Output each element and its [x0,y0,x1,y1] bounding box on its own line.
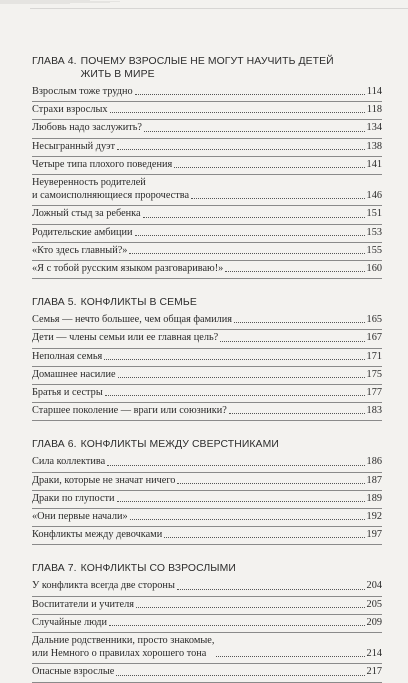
dot-leader [135,235,365,236]
chapter-title-line: КОНФЛИКТЫ СО ВЗРОСЛЫМИ [80,563,236,575]
dot-leader [130,519,365,520]
dot-leader [164,537,364,538]
chapter-number: ГЛАВА 4. [32,56,77,67]
toc-entry [32,120,382,138]
toc-entry [32,139,382,157]
dot-leader [110,112,365,113]
toc-entry-title: Семья — нечто большее, чем общая фамилия [32,314,233,326]
toc-entry-title: Четыре типа плохого поведения [32,158,173,170]
toc-entry [32,385,382,403]
toc-entry-title: Братья и сестры [32,387,103,399]
toc-entry [32,664,382,682]
bleed-through-line [0,3,70,4]
chapter-title [81,296,382,309]
chapter-title-line: ЖИТЬ В МИРЕ [80,69,155,80]
toc-entry-title: Драки по глупости [32,492,115,504]
toc-entry [32,243,382,261]
toc-entry [32,175,382,206]
dot-leader [143,217,365,218]
toc-entry-title: Сила коллектива [32,456,106,468]
toc-entry-title: Ложный стыд за ребенка [32,208,141,220]
toc-entry [32,597,382,615]
toc-entry-title: Воспитатели и учителя [32,598,134,610]
toc-entry-title: «Они первые начали» [32,511,128,523]
dot-leader [174,167,364,168]
toc-entry-title: Домашнее насилие [32,368,116,380]
toc-entry [32,102,382,120]
toc-entry-page: 217 [366,666,382,678]
chapter-gap [32,279,382,296]
toc-entry-page: 192 [366,511,382,523]
chapter-title [81,438,382,451]
toc-entry-title: Неуверенность родителей и самоисполняющиеся пророчества [32,177,190,202]
dot-leader [104,359,364,360]
toc-entry-page: 118 [366,104,382,116]
toc-entry-page: 183 [366,405,382,417]
toc-entry-page: 153 [366,226,382,238]
toc-entry [32,330,382,348]
toc-entry-title: Страхи взрослых [32,104,108,116]
toc-entry [32,491,382,509]
dot-leader [136,607,365,608]
toc-entry [32,312,382,330]
dot-leader [220,341,364,342]
toc-entry-title: Дальние родственники, просто знакомые, или Немного о правилах хорошего тона [32,635,215,660]
toc-entry-page: 204 [366,580,382,592]
dot-leader [225,271,364,272]
chapter-gap [32,545,382,562]
toc-entry-page: 167 [366,332,382,344]
dot-leader [216,656,364,657]
dot-leader [109,625,365,626]
chapter-title [81,562,382,575]
toc-entry-page: 177 [366,387,382,399]
toc-entry-page: 214 [366,648,382,660]
toc-entry [32,157,382,175]
dot-leader [117,149,365,150]
dot-leader [118,377,365,378]
toc-entry-title: Несыгранный дуэт [32,140,116,152]
toc-entry-page: 138 [366,140,382,152]
toc-entry-page: 134 [366,122,382,134]
toc-entry-page: 189 [366,492,382,504]
toc-entry-page: 205 [366,598,382,610]
toc-entry-title: Опасные взрослые [32,666,115,678]
toc-entry-title: Дети — члены семьи или ее главная цель? [32,332,219,344]
toc-entry-title: «Я с тобой русским языком разговариваю!» [32,263,224,275]
toc-entry [32,349,382,367]
chapter-title-line: КОНФЛИКТЫ МЕЖДУ СВЕРСТНИКАМИ [80,439,279,451]
dot-leader [105,395,365,396]
toc-entry-title: Родительские амбиции [32,226,133,238]
toc-entry-page: 175 [366,368,382,380]
toc-entry-title: Случайные люди [32,616,108,628]
toc-entry-page: 141 [366,158,382,170]
chapter-heading [32,55,382,81]
toc-entry-page: 151 [366,208,382,220]
toc-entry [32,225,382,243]
toc-entry-page: 146 [366,190,382,202]
chapter-heading [32,438,382,451]
table-of-contents [32,55,382,683]
dot-leader [129,253,364,254]
chapter-number: ГЛАВА 5. [32,297,77,309]
toc-entry-page: 209 [366,616,382,628]
dot-leader [116,675,364,676]
toc-entry [32,367,382,385]
toc-entry [32,473,382,491]
toc-entry-page: 197 [366,529,382,541]
dot-leader [144,131,365,132]
toc-entry-title: Взрослым тоже трудно [32,86,133,97]
top-rule [30,8,408,9]
toc-entry-title: Любовь надо заслужить? [32,122,142,134]
toc-entry-page: 171 [366,350,382,362]
toc-entry-title: Конфликты между девочками [32,529,163,541]
toc-entry-title: «Кто здесь главный?» [32,244,128,256]
toc-entry [32,509,382,527]
toc-entry [32,527,382,545]
dot-leader [229,413,365,414]
toc-entry [32,261,382,279]
dot-leader [234,322,365,323]
dot-leader [107,465,364,466]
toc-entry [32,578,382,596]
chapter-number: ГЛАВА 6. [32,439,77,451]
chapter-number: ГЛАВА 7. [32,563,77,575]
toc-entry-page: 187 [366,474,382,486]
toc-entry [32,84,382,102]
dot-leader [191,198,364,199]
dot-leader [117,501,365,502]
toc-entry [32,633,382,664]
toc-entry-title: Драки, которые не значат ничего [32,474,176,486]
toc-entry [32,615,382,633]
toc-entry [32,454,382,472]
toc-entry-title: У конфликта всегда две стороны [32,580,175,592]
toc-entry [32,206,382,224]
chapter-title [81,55,382,81]
toc-entry-page: 155 [366,244,382,256]
toc-entry-page: 160 [366,263,382,275]
toc-entry-page: 114 [366,86,382,97]
chapter-heading [32,562,382,575]
toc-entry-title: Неполная семья [32,350,103,362]
chapter-gap [32,421,382,438]
toc-entry-page: 186 [366,456,382,468]
toc-entry [32,403,382,421]
chapter-heading [32,296,382,309]
dot-leader [177,589,365,590]
chapter-title-line: ПОЧЕМУ ВЗРОСЛЫЕ НЕ МОГУТ НАУЧИТЬ ДЕТЕЙ [80,56,334,67]
dot-leader [177,483,364,484]
toc-entry-page: 165 [366,314,382,326]
dot-leader [135,94,365,95]
toc-entry-title: Старшее поколение — враги или союзники? [32,405,227,417]
chapter-title-line: КОНФЛИКТЫ В СЕМЬЕ [80,297,197,309]
